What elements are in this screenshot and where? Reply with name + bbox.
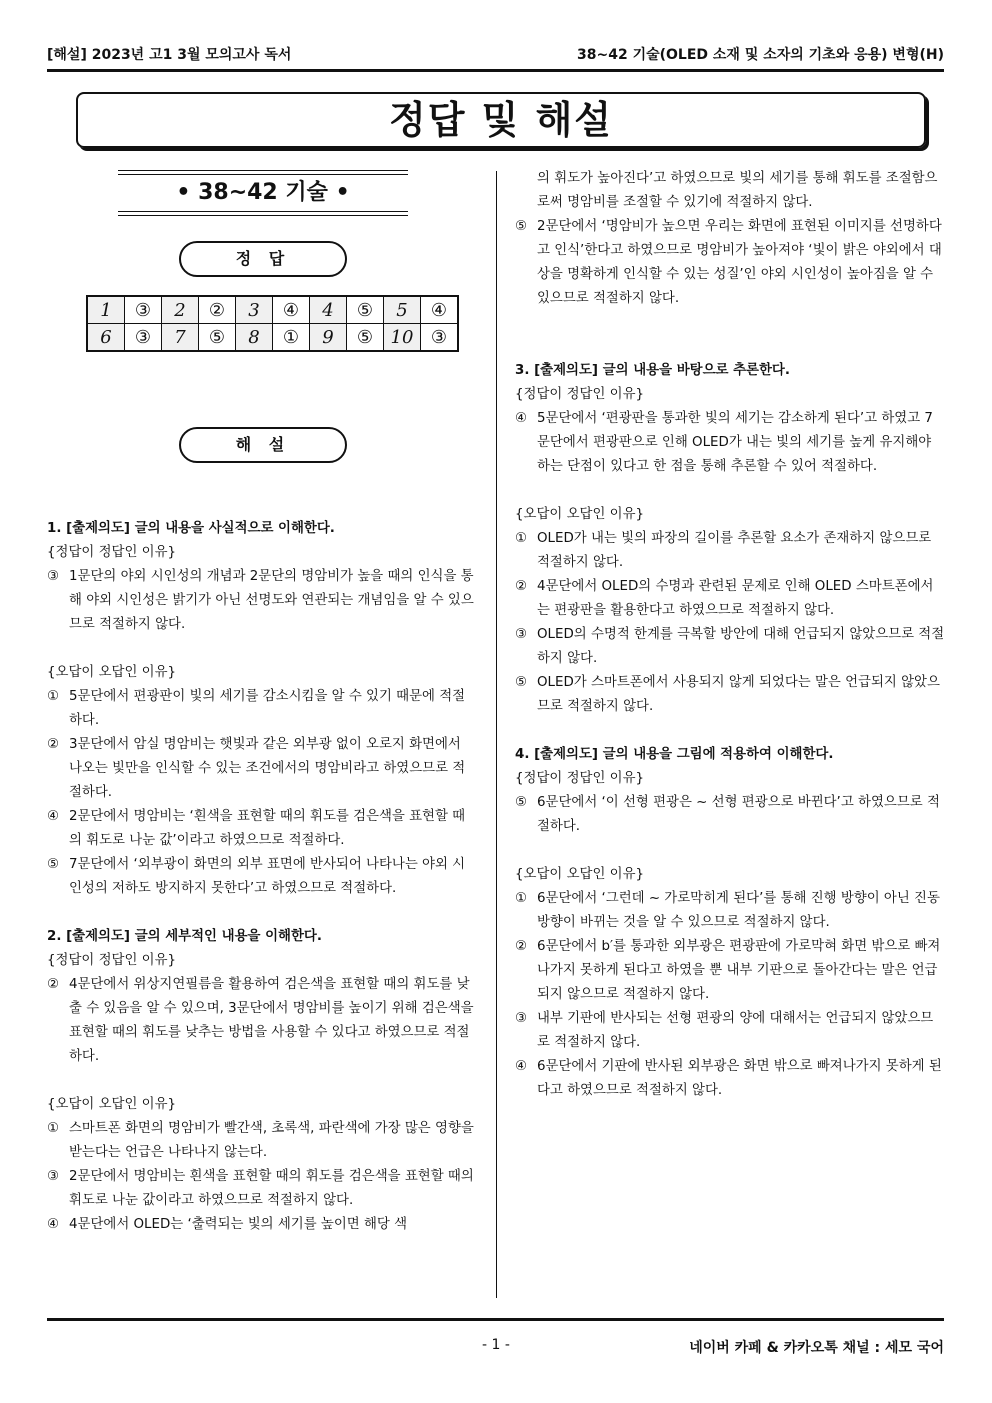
question-heading: 3. [출제의도] 글의 내용을 바탕으로 추론한다. <box>515 363 790 378</box>
choice-marker: ③ <box>47 569 60 584</box>
reason-heading: {정답이 정답인 이유} <box>515 387 645 402</box>
header-left: [해설] 2023년 고1 3월 모의고사 독서 <box>47 47 292 63</box>
answer-row <box>87 324 458 352</box>
explanation-text: 6문단에서 ‘이 선형 편광은 ~ 선형 편광으로 바뀐다’고 하였으므로 적절하다. <box>537 795 940 834</box>
spacer <box>515 335 945 359</box>
explanation-item <box>515 407 945 479</box>
question-number: 1 <box>87 296 125 324</box>
choice-marker: ① <box>515 891 528 906</box>
answer-value: ④ <box>273 296 310 324</box>
answer-value: ④ <box>421 296 459 324</box>
explanation-item <box>47 1213 477 1237</box>
explanation-item <box>515 1055 945 1103</box>
explanation-text: 7문단에서 ‘외부광이 화면의 외부 표면에 반사되어 나타나는 야외 시인성의 저하도 방지하지 못한다’고 하였으므로 적절하다. <box>69 857 466 896</box>
answer-table <box>86 295 459 352</box>
page-number: - 1 - <box>482 1337 510 1353</box>
choice-marker: ② <box>515 939 528 954</box>
explanation-item <box>515 623 945 671</box>
section-rule-bottom <box>118 211 408 216</box>
explanation-item <box>515 215 945 311</box>
reason-heading: {오답이 오답인 이유} <box>515 507 645 522</box>
choice-marker: ③ <box>515 627 528 642</box>
choice-marker: ① <box>47 689 60 704</box>
answer-label: 정 답 <box>179 241 347 277</box>
reason-heading: {정답이 정답인 이유} <box>47 545 177 560</box>
spacer <box>47 1069 477 1093</box>
answer-value: ⑤ <box>199 324 236 352</box>
explanation-item <box>47 1117 477 1165</box>
explanation-item <box>515 671 945 719</box>
spacer <box>515 839 945 863</box>
right-column <box>515 167 945 1103</box>
explanation-text: 5문단에서 ‘편광판을 통과한 빛의 세기는 감소하게 된다’고 하였고 7문단에서 편광판으로 인해 OLED가 내는 빛의 세기를 높게 유지해야 하는 단점이 있다고 한 점을 통해 추론할 수 있어 적절하다. <box>537 411 933 474</box>
explanation-item <box>47 973 477 1069</box>
explanation-item <box>515 575 945 623</box>
explanation-text: 4문단에서 OLED의 수명과 관련된 문제로 인해 OLED 스마트폰에서는 편광판을 활용한다고 하였으므로 적절하지 않다. <box>537 579 934 618</box>
footer-credit: 네이버 카페 & 카카오톡 채널 : 세모 국어 <box>689 1340 944 1356</box>
explanation-text: OLED가 내는 빛의 파장의 길이를 추론할 요소가 존재하지 않으므로 적절하지 않다. <box>537 531 932 570</box>
question-number: 5 <box>384 296 421 324</box>
choice-marker: ⑤ <box>47 857 60 872</box>
continued-text: 의 휘도가 높아진다’고 하였으므로 빛의 세기를 통해 휘도를 조절함으로써 명암비를 조절할 수 있기에 적절하지 않다. <box>537 171 938 210</box>
question-number: 6 <box>87 324 125 352</box>
choice-marker: ④ <box>515 411 528 426</box>
spacer <box>515 479 945 503</box>
spacer <box>47 901 477 925</box>
explanation-text: 5문단에서 편광판이 빛의 세기를 감소시킴을 알 수 있기 때문에 적절하다. <box>69 689 466 728</box>
question-number: 7 <box>162 324 199 352</box>
choice-marker: ② <box>515 579 528 594</box>
spacer <box>47 637 477 661</box>
explanation-text: OLED가 스마트폰에서 사용되지 않게 되었다는 말은 언급되지 않았으므로 적절하지 않다. <box>537 675 940 714</box>
answer-value: ③ <box>421 324 459 352</box>
question-heading: 1. [출제의도] 글의 내용을 사실적으로 이해한다. <box>47 521 335 536</box>
choice-marker: ① <box>515 531 528 546</box>
explanation-text: OLED의 수명적 한계를 극복할 방안에 대해 언급되지 않았으므로 적절하지 않다. <box>537 627 945 666</box>
choice-marker: ④ <box>47 1217 60 1232</box>
question-number: 2 <box>162 296 199 324</box>
footer-rule <box>47 1318 944 1321</box>
explanation-text: 2문단에서 명암비는 흰색을 표현할 때의 휘도를 검은색을 표현할 때의 휘도로 나눈 값이라고 하였으므로 적절하지 않다. <box>69 1169 474 1208</box>
choice-marker: ④ <box>47 809 60 824</box>
question-number: 9 <box>310 324 347 352</box>
explanation-item <box>47 685 477 733</box>
explanation-label: 해 설 <box>179 427 347 463</box>
explanation-text: 2문단에서 ‘명암비가 높으면 우리는 화면에 표현된 이미지를 선명하다고 인식’한다고 하였으므로 명암비가 높아져야 ‘빛이 밝은 야외에서 대상을 명확하게 인식할 수 있는 성질’인 야외 시인성이 높아짐을 알 수 있으므로 적절하지 않다. <box>537 219 942 306</box>
reason-heading: {오답이 오답인 이유} <box>515 867 645 882</box>
explanation-item <box>515 935 945 1007</box>
spacer <box>515 311 945 335</box>
answer-value: ⑤ <box>347 296 384 324</box>
explanation-text: 스마트폰 화면의 명암비가 빨간색, 초록색, 파란색에 가장 많은 영향을 받는다는 언급은 나타나지 않는다. <box>69 1121 474 1160</box>
explanation-item <box>515 887 945 935</box>
choice-marker: ⑤ <box>515 219 528 234</box>
answer-value: ⑤ <box>347 324 384 352</box>
reason-heading: {오답이 오답인 이유} <box>47 1097 177 1112</box>
explanation-item <box>515 1007 945 1055</box>
section-heading <box>118 170 408 216</box>
explanation-text: 3문단에서 암실 명암비는 햇빛과 같은 외부광 없이 오로지 화면에서 나오는 빛만을 인식할 수 있는 조건에서의 명암비라고 하였으므로 적절하다. <box>69 737 466 800</box>
page-title: 정답 및 해설 <box>389 98 613 142</box>
question-heading: 2. [출제의도] 글의 세부적인 내용을 이해한다. <box>47 929 322 944</box>
choice-marker: ③ <box>47 1169 60 1184</box>
explanation-item <box>47 565 477 637</box>
explanation-item <box>515 791 945 839</box>
question-number: 4 <box>310 296 347 324</box>
answer-row <box>87 296 458 324</box>
choice-marker: ② <box>47 737 60 752</box>
choice-marker: ⑤ <box>515 795 528 810</box>
choice-marker: ② <box>47 977 60 992</box>
question-heading: 4. [출제의도] 글의 내용을 그림에 적용하여 이해한다. <box>515 747 834 762</box>
reason-heading: {오답이 오답인 이유} <box>47 665 177 680</box>
header-rule <box>47 69 944 72</box>
header-right: 38~42 기술(OLED 소재 및 소자의 기초와 응용) 변형(H) <box>577 47 944 63</box>
explanation-item <box>47 733 477 805</box>
choice-marker: ① <box>47 1121 60 1136</box>
answer-value: ② <box>199 296 236 324</box>
reason-heading: {정답이 정답인 이유} <box>47 953 177 968</box>
explanation-text: 2문단에서 명암비는 ‘흰색을 표현할 때의 휘도를 검은색을 표현할 때의 휘도로 나눈 값’이라고 하였으므로 적절하다. <box>69 809 466 848</box>
choice-marker: ③ <box>515 1011 528 1026</box>
column-divider <box>496 171 497 1298</box>
explanation-text: 내부 기판에 반사되는 선형 편광의 양에 대해서는 언급되지 않았으므로 적절하지 않다. <box>537 1011 934 1050</box>
choice-marker: ④ <box>515 1059 528 1074</box>
answer-value: ① <box>273 324 310 352</box>
section-title: • 38~42 기술 • <box>176 180 350 205</box>
left-column <box>47 517 477 1237</box>
answer-value: ③ <box>125 324 162 352</box>
title-box <box>76 92 926 148</box>
explanation-item <box>515 527 945 575</box>
explanation-item <box>47 805 477 853</box>
reason-heading: {정답이 정답인 이유} <box>515 771 645 786</box>
question-number: 8 <box>236 324 273 352</box>
answer-value: ③ <box>125 296 162 324</box>
spacer <box>515 719 945 743</box>
choice-marker: ⑤ <box>515 675 528 690</box>
explanation-text: 4문단에서 OLED는 ‘출력되는 빛의 세기를 높이면 해당 색 <box>69 1217 408 1232</box>
explanation-item <box>47 853 477 901</box>
explanation-text: 6문단에서 ‘그런데 ~ 가로막히게 된다’를 통해 진행 방향이 아닌 진동 방향이 바뀌는 것을 알 수 있으므로 적절하지 않다. <box>537 891 940 930</box>
question-number: 3 <box>236 296 273 324</box>
question-number: 10 <box>384 324 421 352</box>
explanation-item <box>47 1165 477 1213</box>
explanation-text: 1문단의 야외 시인성의 개념과 2문단의 명암비가 높을 때의 인식을 통해 야외 시인성은 밝기가 아닌 선명도와 연관되는 개념임을 알 수 있으므로 적절하지 않다. <box>69 569 474 632</box>
explanation-text: 6문단에서 기판에 반사된 외부광은 화면 밖으로 빠져나가지 못하게 된다고 하였으므로 적절하지 않다. <box>537 1059 942 1098</box>
explanation-text: 6문단에서 b′를 통과한 외부광은 편광판에 가로막혀 화면 밖으로 빠져나가지 못하게 된다고 하였을 뿐 내부 기판으로 돌아간다는 말은 언급되지 않으므로 적절하지 않다. <box>537 939 941 1002</box>
explanation-text: 4문단에서 위상지연필름을 활용하여 검은색을 표현할 때의 휘도를 낮출 수 있음을 알 수 있으며, 3문단에서 명암비를 높이기 위해 검은색을 표현할 때의 휘도를 낮추는 방법을 사용할 수 있다고 하였으므로 적절하다. <box>69 977 474 1064</box>
